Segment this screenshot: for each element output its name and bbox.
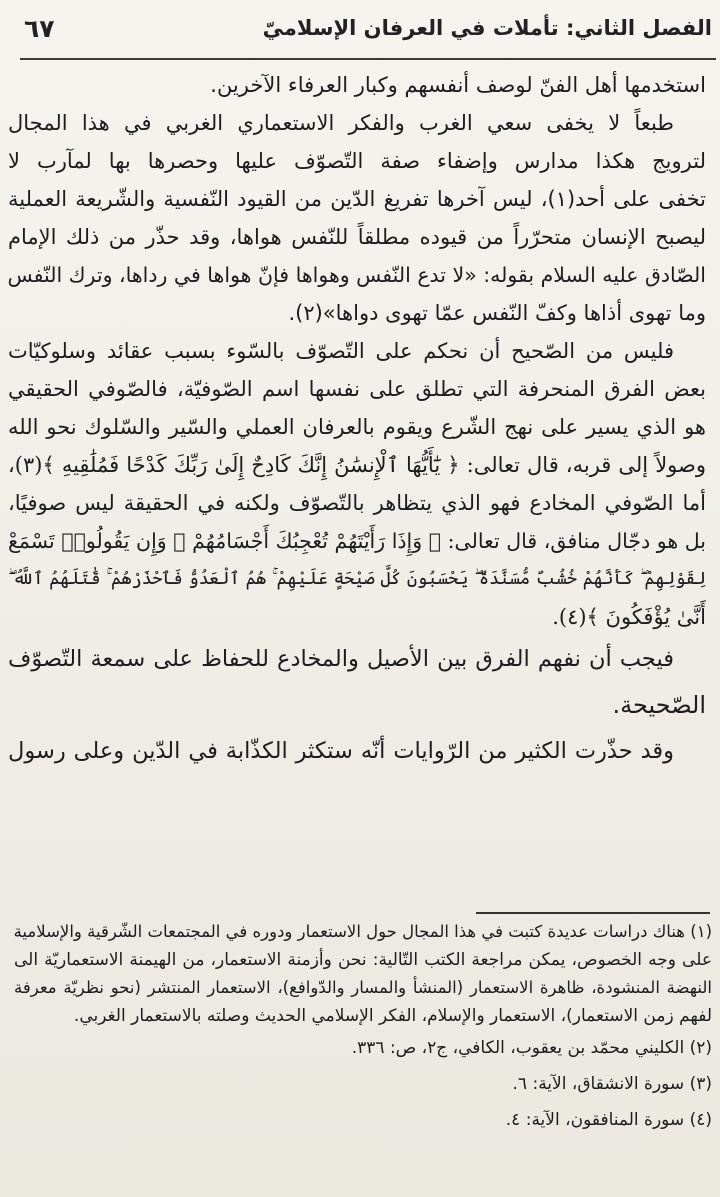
running-header (24, 6, 712, 50)
page-number: ٦٧ (24, 13, 55, 43)
text-line: أما الصّوفي المخادع فهو الذي يتظاهر بالتّصوّف ولكنه في الحقيقة ليس صوفيًا، (8, 491, 706, 515)
quran-verse-line: وصولاً إلى قربه، قال تعالى: ﴿ يَٰٓأَيُّهَا ٱلْإِنسَٰنُ إِنَّكَ كَادِحٌ إِلَىٰ رَبِّكَ كَدْحًا فَمُلَٰقِيهِ ﴾(٣)، (8, 453, 706, 477)
text-line: ليصبح الإنسان متحرّراً من قيوده مطلقاً للنّفس هواها، وقد حذّر من ذلك الإمام (8, 225, 706, 249)
footnotes (14, 918, 712, 1138)
text-line: طبعاً لا يخفى سعي الغرب والفكر الاستعماري الغربي في هذا المجال (8, 111, 674, 135)
footnote-3: (٣) سورة الانشقاق، الآية: ٦. (512, 1074, 712, 1094)
footnote-divider (476, 912, 710, 914)
text-line: وما تهوى أذاها وكفّ النّفس عمّا تهوى دواها»(٢). (288, 301, 706, 325)
footnote-4: (٤) سورة المنافقون، الآية: ٤. (505, 1110, 712, 1130)
footnote-line: على وجه الخصوص، يمكن مراجعة الكتب التّالية: نحن وأزمنة الاستعمار، من الهيمنة الاستعماريّة الى (14, 950, 712, 970)
quran-verse-line: بل هو دجّال منافق، قال تعالى: ﴿ وَإِذَا رَأَيْتَهُمْ تُعْجِبُكَ أَجْسَامُهُمْ ۖ وَإِن يَقُولُوا۟ تَسْمَعْ (8, 529, 706, 553)
text-line: فيجب أن نفهم الفرق بين الأصيل والمخادع للحفاظ على سمعة التّصوّف (8, 646, 674, 672)
text-line: الصّادق عليه السلام بقوله: «لا تدع النّفس وهواها فإنّ هواها في رداها، وترك النّفس (8, 263, 706, 287)
quran-verse-line: لِقَوْلِهِمْ ۖ كَأَنَّهُمْ خُشُبٌ مُّسَنَّدَةٌ ۖ يَحْسَبُونَ كُلَّ صَيْحَةٍ عَلَيْهِمْ ۚ هُمُ ٱلْعَدُوُّ فَٱحْذَرْهُمْ ۚ قَٰتَلَهُمُ ٱللَّهُ ۖ (8, 569, 706, 589)
text-line: فليس من الصّحيح أن نحكم على التّصوّف بالسّوء بسبب عقائد وسلوكيّات (8, 339, 674, 363)
main-text (8, 66, 706, 912)
text-line: وقد حذّرت الكثير من الرّوايات أنّه ستكثر الكذّابة في الدّين وعلى رسول (8, 738, 674, 764)
text-line: هو الذي يسير على نهج الشّرع ويقوم بالعرفان العملي والسّير والسّلوك نحو الله (8, 415, 706, 439)
footnote-line: (١) هناك دراسات عديدة كتبت في هذا المجال حول الاستعمار ودوره في المجتمعات الشّرقية والإسلامية (14, 922, 712, 941)
text-line: لترويج هكذا مدارس وإضفاء صفة التّصوّف عليها وحصرها بها لمآرب لا (8, 149, 706, 173)
chapter-title: الفصل الثاني: تأملات في العرفان الإسلاميّ (262, 16, 712, 40)
text-line: بعض الفرق المنحرفة التي تطلق على نفسها اسم الصّوفيّة، فالصّوفي الحقيقي (8, 377, 706, 401)
text-line: استخدمها أهل الفنّ لوصف أنفسهم وكبار العرفاء الآخرين. (210, 73, 706, 97)
text-line: تخفى على أحد(١)، ليس آخرها تفريغ الدّين من القيود النّفسية والشّريعة العملية (8, 187, 706, 211)
footnote-2: (٢) الكليني محمّد بن يعقوب، الكافي، ج٢، ص: ٣٣٦. (351, 1038, 712, 1058)
footnote-line: لفهم زمن الاستعمار)، الاستعمار والإسلام، الفكر الإسلامي الحديث وصلته بالاستعمار الغربي. (73, 1006, 712, 1026)
footnote-line: النهضة المنشودة، ظاهرة الاستعمار (المنشأ والمسار والدّوافع)، الاستعمار المنتشر (نحو نظريّة معرفة (14, 978, 712, 997)
quran-verse-line: أَنَّىٰ يُؤْفَكُونَ ﴾(٤). (552, 605, 706, 629)
text-line: الصّحيحة. (612, 691, 706, 719)
header-divider (20, 58, 716, 60)
